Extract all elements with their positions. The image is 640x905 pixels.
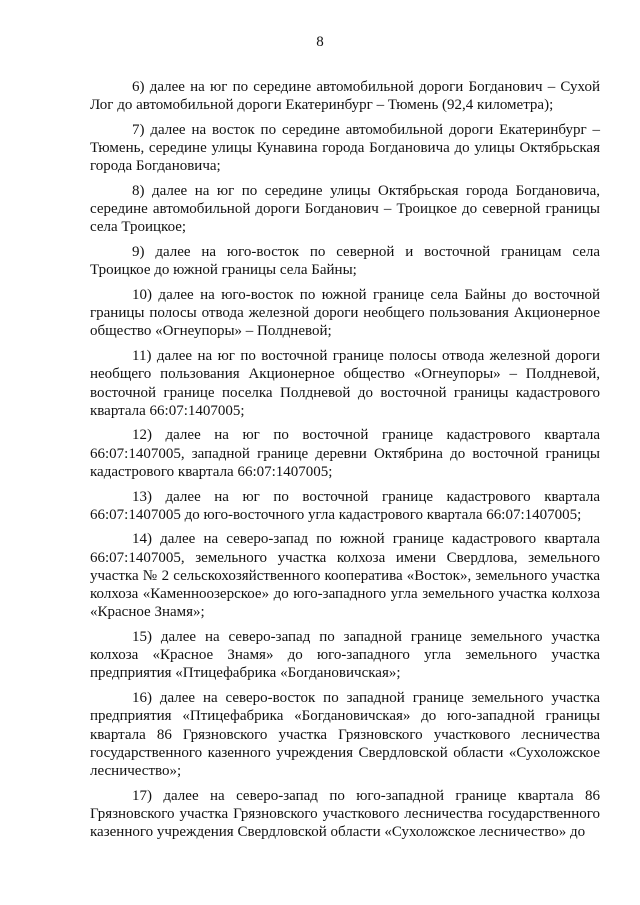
- paragraph-6: 6) далее на юг по середине автомобильной дороги Богданович – Сухой Лог до автомобильной дороги Екатеринбург – Тюмень (92,4 километра);: [90, 79, 600, 114]
- paragraph-12: 12) далее на юг по восточной границе кадастрового квартала 66:07:1407005, западной границе деревни Октябрина до восточной границы кадастрового квартала 66:07:1407005;: [90, 427, 600, 480]
- document-body: [90, 78, 600, 848]
- paragraph-15: 15) далее на северо-запад по западной границе земельного участка колхоза «Красное Знамя» до юго-западного угла земельного участка предприятия «Птицефабрика «Богдановичская»;: [90, 628, 600, 682]
- paragraph-16: 16) далее на северо-восток по западной границе земельного участка предприятия «Птицефабрика «Богдановичская» до юго-западной границы квартала 86 Грязновского участка Грязновского участкового лесничества государственного казенного учреждения Свердловской области «Сухоложское лесничество»;: [90, 690, 600, 779]
- paragraph-17: 17) далее на северо-запад по юго-западной границе квартала 86 Грязновского участка Грязновского участкового лесничества государственного казенного учреждения Свердловской области «Сухоложское лесничество» до: [90, 787, 600, 841]
- paragraph-7: 7) далее на восток по середине автомобильной дороги Екатеринбург – Тюмень, середине улицы Кунавина города Богдановича до улицы Октябрьская города Богдановича;: [90, 121, 600, 175]
- page-number: 8: [316, 34, 324, 50]
- paragraph-9: 9) далее на юго-восток по северной и восточной границам села Троицкое до южной границы села Байны;: [90, 244, 600, 279]
- paragraph-14: 14) далее на северо-запад по южной границе кадастрового квартала 66:07:1407005, земельного участка колхоза имени Свердлова, земельного участка № 2 сельскохозяйственного кооператива «Восток», земельного участка колхоза «Каменноозерское» до юго-западного угла земельного участка колхоза «Красное Знамя»;: [90, 531, 600, 621]
- paragraph-11: 11) далее на юг по восточной границе полосы отвода железной дороги необщего пользования Акционерное общество «Огнеупоры» – Полдневой, восточной границе поселка Полдневой до восточной границы кадастрового квартала 66:07:1407005;: [90, 348, 600, 419]
- paragraph-13: 13) далее на юг по восточной границе кадастрового квартала 66:07:1407005 до юго-восточного угла кадастрового квартала 66:07:1407005;: [90, 488, 600, 523]
- paragraph-10: 10) далее на юго-восток по южной границе села Байны до восточной границы полосы отвода железной дороги необщего пользования Акционерное общество «Огнеупоры» – Полдневой;: [90, 287, 600, 340]
- paragraph-8: 8) далее на юг по середине улицы Октябрьская города Богдановича, середине автомобильной дороги Богданович – Троицкое до северной границы села Троицкое;: [90, 183, 600, 236]
